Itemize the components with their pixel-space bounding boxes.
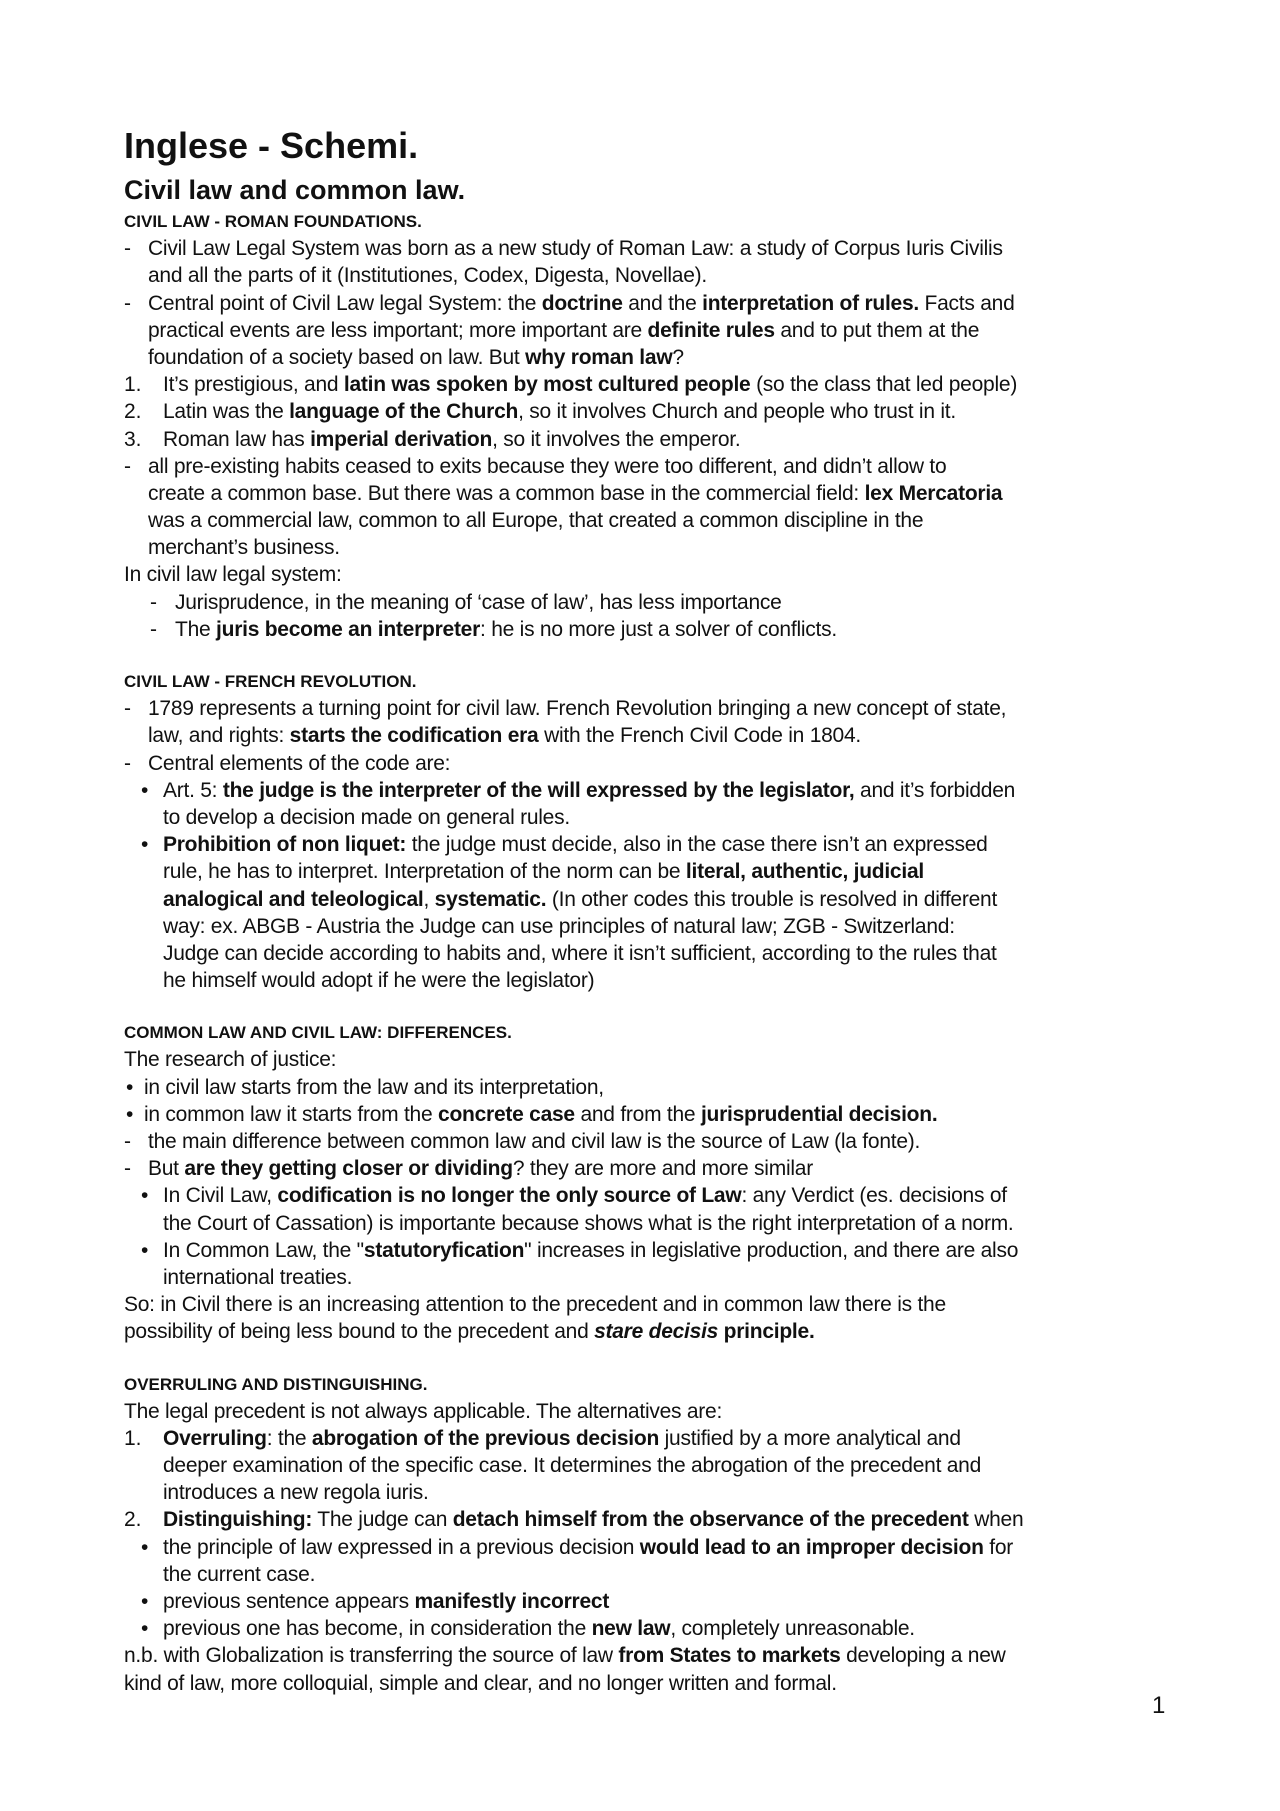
text-run: But — [148, 1157, 185, 1181]
emphasized-text: juris become an interpreter — [216, 617, 481, 641]
text-line — [124, 940, 1174, 967]
list-item — [124, 1588, 1174, 1615]
text-run: The research of justice: — [124, 1048, 337, 1072]
text-line — [124, 1264, 1174, 1291]
text-run: possibility of being less bound to the precedent and — [124, 1320, 595, 1344]
list-number: 3. — [124, 427, 142, 451]
text-run: he himself would adopt if he were the legislator) — [163, 969, 595, 993]
text-run: , — [423, 887, 435, 911]
text-line — [124, 722, 1174, 749]
text-line — [124, 695, 1174, 722]
text-run: Civil Law Legal System was born as a new study of Roman Law: a study of Corpus Iuris Civilis — [148, 237, 1003, 261]
text-line — [124, 1101, 1174, 1128]
bullet-icon: • — [141, 1535, 149, 1559]
emphasized-text: systematic. — [434, 887, 547, 911]
text-run: : the — [266, 1426, 312, 1450]
text-run: in common law it starts from the — [144, 1102, 439, 1126]
text-run: So: in Civil there is an increasing attention to the precedent and in common law there is the — [124, 1293, 946, 1317]
text-line — [124, 534, 1174, 561]
emphasized-text: interpretation of rules. — [702, 291, 919, 315]
text-run: In Civil Law, — [163, 1184, 278, 1208]
text-run: justified by a more analytical and — [659, 1426, 961, 1450]
text-run: and from the — [574, 1102, 701, 1126]
text-line — [124, 1074, 1174, 1101]
list-item — [124, 398, 1174, 425]
text-line — [124, 1318, 1174, 1345]
text-run: the principle of law expressed in a previous decision — [163, 1535, 640, 1559]
text-line — [124, 1479, 1174, 1506]
text-run: to develop a decision made on general rules. — [163, 805, 570, 829]
document-page — [124, 124, 1174, 1697]
bullet-icon: • — [141, 1238, 149, 1262]
text-line — [124, 1291, 1174, 1318]
text-line — [124, 235, 1174, 262]
emphasized-text: analogical and teleological — [163, 887, 424, 911]
text-line — [124, 1615, 1174, 1642]
list-item — [124, 235, 1174, 289]
emphasized-text: starts the codification era — [289, 724, 539, 748]
list-item — [124, 426, 1174, 453]
page-number: 1 — [1152, 1692, 1166, 1719]
list-item — [124, 616, 1174, 643]
text-line — [124, 1670, 1174, 1697]
emphasized-text: imperial derivation — [310, 427, 493, 451]
paragraph — [124, 1398, 1174, 1425]
text-line — [124, 1534, 1174, 1561]
text-run: in civil law starts from the law and its interpretation, — [144, 1075, 604, 1099]
text-run: practical events are less important; more important are — [148, 318, 648, 342]
text-line — [124, 1642, 1174, 1669]
text-run: kind of law, more colloquial, simple and clear, and no longer written and formal. — [124, 1671, 837, 1695]
list-item — [124, 589, 1174, 616]
emphasized-text: latin was spoken by most cultured people — [343, 373, 751, 397]
text-run: , so it involves Church and people who trust in it. — [518, 400, 956, 424]
text-run: Jurisprudence, in the meaning of ‘case of law’, has less importance — [175, 590, 782, 614]
text-line — [124, 317, 1174, 344]
text-line — [124, 858, 1174, 885]
text-line — [124, 453, 1174, 480]
text-line — [124, 1452, 1174, 1479]
list-item — [124, 1128, 1174, 1155]
text-run: Roman law has — [163, 427, 311, 451]
text-line — [124, 1210, 1174, 1237]
list-number: 2. — [124, 1508, 142, 1532]
list-item — [124, 1425, 1174, 1507]
text-line — [124, 967, 1174, 994]
text-line — [124, 426, 1174, 453]
text-line — [124, 371, 1174, 398]
text-run: deeper examination of the specific case. It determines the abrogation of the precedent and — [163, 1454, 982, 1478]
text-run: was a commercial law, common to all Europe, that created a common discipline in the — [148, 509, 924, 533]
text-run: Central point of Civil Law legal System: the — [148, 291, 542, 315]
text-run: previous sentence appears — [163, 1590, 415, 1613]
list-item — [124, 750, 1174, 777]
subsection-heading: CIVIL LAW - ROMAN FOUNDATIONS. — [124, 212, 422, 231]
document-title: Inglese - Schemi. — [124, 125, 419, 166]
text-run: introduces a new regola iuris. — [163, 1481, 429, 1505]
list-item — [124, 371, 1174, 398]
text-run: and the — [622, 291, 703, 315]
emphasized-text: from States to markets — [618, 1644, 841, 1668]
list-number: 2. — [124, 400, 142, 424]
text-run: the judge must decide, also in the case there isn’t an expressed — [406, 833, 988, 857]
emphasized-text: the judge is the interpreter of the will expressed by the legislator, — [222, 778, 855, 802]
list-item — [124, 1074, 1174, 1101]
text-run: when — [968, 1508, 1024, 1532]
text-run: the current case. — [163, 1562, 316, 1586]
emphasized-text: doctrine — [541, 291, 623, 315]
dash-marker: - — [124, 697, 131, 721]
text-line — [124, 913, 1174, 940]
list-item — [124, 290, 1174, 372]
emphasized-text: jurisprudential decision. — [700, 1102, 938, 1126]
text-line — [124, 344, 1174, 371]
text-run: The — [175, 617, 217, 641]
bullet-icon: • — [141, 1590, 149, 1613]
bullet-icon: • — [126, 1102, 134, 1126]
paragraph — [124, 1642, 1174, 1696]
emphasized-text: new law — [591, 1617, 671, 1641]
text-run: Latin was the — [163, 400, 290, 424]
text-run: Facts and — [918, 291, 1015, 315]
text-run: and to put them at the — [774, 318, 980, 342]
emphasized-text: definite rules — [647, 318, 775, 342]
bullet-icon: • — [141, 1617, 149, 1641]
text-run: The legal precedent is not always applicable. The alternatives are: — [124, 1399, 723, 1423]
text-run: create a common base. But there was a common base in the commercial field: — [148, 481, 865, 505]
paragraph — [124, 1046, 1174, 1073]
subsection-heading: CIVIL LAW - FRENCH REVOLUTION. — [124, 672, 417, 691]
text-run: developing a new — [840, 1644, 1006, 1668]
emphasized-text: literal, authentic, judicial — [685, 860, 924, 884]
text-run: for — [983, 1535, 1014, 1559]
text-run: (so the class that led people) — [750, 373, 1018, 397]
list-number: 1. — [124, 373, 142, 397]
text-run: : any Verdict (es. decisions of — [741, 1184, 1007, 1208]
text-line — [124, 1561, 1174, 1588]
emphasized-text: manifestly incorrect — [414, 1590, 610, 1613]
list-item — [124, 453, 1174, 562]
text-run: all pre-existing habits ceased to exits because they were too different, and didn’t allow to — [148, 454, 947, 478]
text-run: : he is no more just a solver of conflicts. — [480, 617, 837, 641]
section-title: Civil law and common law. — [124, 175, 466, 205]
text-line — [124, 1046, 1174, 1073]
emphasized-text: lex Mercatoria — [864, 481, 1003, 505]
list-item — [124, 1155, 1174, 1182]
text-line — [124, 831, 1174, 858]
text-run: , completely unreasonable. — [670, 1617, 915, 1641]
text-run: Judge can decide according to habits and, where it isn’t sufficient, according to the rules that — [163, 941, 997, 965]
text-line — [124, 1237, 1174, 1264]
text-run: with the French Civil Code in 1804. — [538, 724, 861, 748]
text-line — [124, 480, 1174, 507]
dash-marker: - — [124, 1130, 131, 1153]
text-run: In Common Law, the " — [163, 1238, 364, 1262]
text-line — [124, 1182, 1174, 1209]
emphasized-text: language of the Church — [289, 400, 519, 424]
dash-marker: - — [124, 291, 131, 315]
dash-marker: - — [150, 617, 157, 641]
text-line — [124, 290, 1174, 317]
text-run: merchant’s business. — [148, 536, 340, 560]
emphasized-text: abrogation of the previous decision — [311, 1426, 660, 1450]
text-run: and it’s forbidden — [854, 778, 1016, 802]
emphasized-text: concrete case — [438, 1102, 575, 1126]
text-line — [124, 1425, 1174, 1452]
text-run: n.b. with Globalization is transferring the source of law — [124, 1644, 619, 1668]
text-line — [124, 777, 1174, 804]
text-run: It’s prestigious, and — [163, 373, 344, 397]
paragraph — [124, 561, 1174, 588]
emphasized-text: detach himself from the observance of the precedent — [452, 1508, 969, 1532]
subsection-heading: COMMON LAW AND CIVIL LAW: DIFFERENCES. — [124, 1023, 512, 1043]
emphasized-text: stare decisis — [594, 1320, 719, 1344]
text-run: international treaties. — [163, 1265, 353, 1289]
text-run: , so it involves the emperor. — [492, 427, 741, 451]
text-run: and all the parts of it (Institutiones, Codex, Digesta, Novellae). — [148, 264, 707, 288]
list-item — [124, 831, 1174, 994]
text-line — [124, 804, 1174, 831]
text-run: the main difference between common law and civil law is the source of Law (la fonte). — [148, 1130, 921, 1153]
text-line — [124, 1155, 1174, 1182]
text-line — [124, 750, 1174, 777]
dash-marker: - — [124, 751, 131, 775]
emphasized-text: why roman law — [525, 345, 673, 369]
emphasized-text: statutoryfication — [363, 1238, 525, 1262]
text-run: " increases in legislative production, and there are also — [524, 1238, 1019, 1262]
list-number: 1. — [124, 1426, 142, 1450]
bullet-icon: • — [141, 778, 149, 802]
text-run: (In other codes this trouble is resolved in different — [546, 887, 998, 911]
text-run: law, and rights: — [148, 724, 290, 748]
text-line — [124, 561, 1174, 588]
dash-marker: - — [124, 237, 131, 261]
emphasized-text: Prohibition of non liquet: — [163, 833, 407, 857]
text-line — [124, 1128, 1174, 1155]
emphasized-text: would lead to an improper decision — [639, 1535, 984, 1559]
text-line — [124, 616, 1174, 643]
text-run: previous one has become, in consideration the — [163, 1617, 592, 1641]
text-run: way: ex. ABGB - Austria the Judge can use principles of natural law; ZGB - Switzerland: — [163, 914, 955, 938]
text-line — [124, 1588, 1174, 1615]
text-run: rule, he has to interpret. Interpretation of the norm can be — [163, 860, 686, 884]
list-item — [124, 777, 1174, 831]
emphasized-text: principle. — [718, 1320, 815, 1344]
list-item — [124, 1506, 1174, 1533]
text-run: 1789 represents a turning point for civil law. French Revolution bringing a new concept of state, — [148, 697, 1007, 721]
text-line — [124, 398, 1174, 425]
text-line — [124, 507, 1174, 534]
dash-marker: - — [150, 590, 157, 614]
text-line — [124, 886, 1174, 913]
emphasized-text: Distinguishing: — [163, 1508, 313, 1532]
bullet-icon: • — [141, 1184, 149, 1208]
emphasized-text: are they getting closer or dividing — [184, 1157, 513, 1181]
list-item — [124, 1615, 1174, 1642]
text-run: Central elements of the code are: — [148, 751, 451, 775]
list-item — [124, 1101, 1174, 1128]
list-item — [124, 1182, 1174, 1236]
emphasized-text: Overruling — [163, 1426, 267, 1450]
bullet-icon: • — [141, 833, 149, 857]
text-line — [124, 262, 1174, 289]
text-run: Art. 5: — [163, 778, 223, 802]
bullet-icon: • — [126, 1075, 134, 1099]
text-run: ? they are more and more similar — [512, 1157, 813, 1181]
dash-marker: - — [124, 1157, 131, 1181]
text-run: In civil law legal system: — [124, 563, 342, 587]
paragraph — [124, 1291, 1174, 1345]
text-line — [124, 1506, 1174, 1533]
text-run: The judge can — [312, 1508, 453, 1532]
list-item — [124, 1237, 1174, 1291]
list-item — [124, 1534, 1174, 1588]
text-run: foundation of a society based on law. But — [148, 345, 526, 369]
subsection-heading: OVERRULING AND DISTINGUISHING. — [124, 1374, 428, 1394]
emphasized-text: codification is no longer the only source of Law — [277, 1184, 742, 1208]
text-run: ? — [672, 345, 684, 369]
text-run: the Court of Cassation) is importante because shows what is the right interpretation of a norm. — [163, 1211, 1014, 1235]
text-line — [124, 1398, 1174, 1425]
list-item — [124, 695, 1174, 749]
document-body — [124, 208, 1174, 1697]
dash-marker: - — [124, 454, 131, 478]
text-line — [124, 589, 1174, 616]
